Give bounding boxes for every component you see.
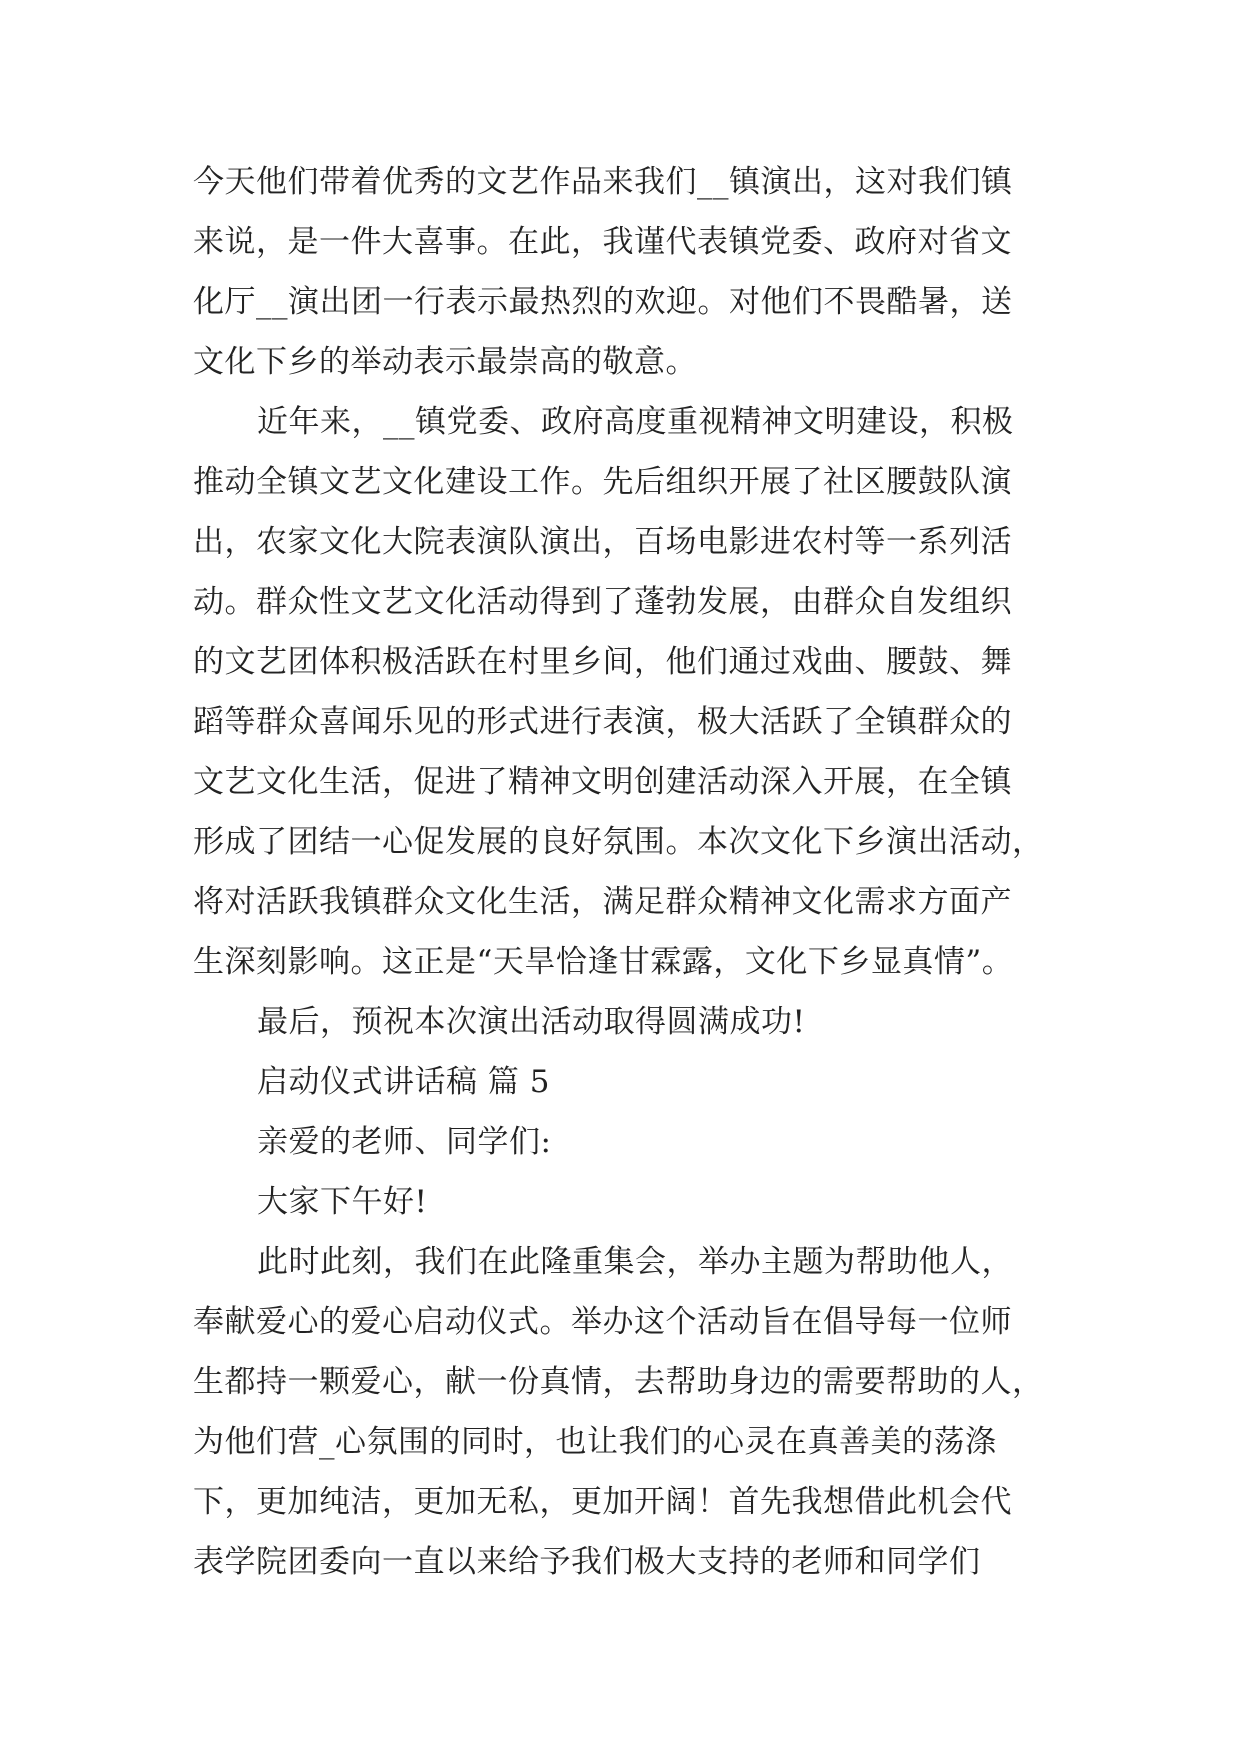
paragraph-line: 出，农家文化大院表演队演出，百场电影进农村等一系列活 <box>193 524 1012 560</box>
paragraph-line: 下，更加纯洁，更加无私，更加开阔！首先我想借此机会代 <box>193 1484 1012 1520</box>
document-body <box>193 152 1073 1592</box>
section-heading: 启动仪式讲话稿 篇 5 <box>257 1064 550 1100</box>
paragraph-line: 的文艺团体积极活跃在村里乡间，他们通过戏曲、腰鼓、舞 <box>193 644 1012 680</box>
salutation: 亲爱的老师、同学们: <box>257 1124 552 1160</box>
paragraph-line: 生深刻影响。这正是“天旱恰逢甘霖露，文化下乡显真情”。 <box>193 944 1014 980</box>
paragraph-line: 推动全镇文艺文化建设工作。先后组织开展了社区腰鼓队演 <box>193 464 1012 500</box>
paragraph-line: 为他们营_心氛围的同时，也让我们的心灵在真善美的荡涤 <box>193 1424 997 1460</box>
paragraph-line: 文艺文化生活，促进了精神文明创建活动深入开展，在全镇 <box>193 764 1012 800</box>
paragraph-line: 化厅__演出团一行表示最热烈的欢迎。对他们不畏酷暑，送 <box>193 284 1013 320</box>
paragraph-line: 将对活跃我镇群众文化生活，满足群众精神文化需求方面产 <box>193 884 1012 920</box>
paragraph-line: 动。群众性文艺文化活动得到了蓬勃发展，由群众自发组织 <box>193 584 1012 620</box>
paragraph-line: 生都持一颗爱心，献一份真情，去帮助身边的需要帮助的人， <box>193 1364 1044 1400</box>
paragraph-line: 蹈等群众喜闻乐见的形式进行表演，极大活跃了全镇群众的 <box>193 704 1012 740</box>
paragraph-line: 形成了团结一心促发展的良好氛围。本次文化下乡演出活动， <box>193 824 1044 860</box>
paragraph-line: 来说，是一件大喜事。在此，我谨代表镇党委、政府对省文 <box>193 224 1012 260</box>
paragraph-line: 此时此刻，我们在此隆重集会，举办主题为帮助他人， <box>257 1244 1013 1280</box>
paragraph-line: 最后，预祝本次演出活动取得圆满成功! <box>257 1004 806 1040</box>
greeting: 大家下午好! <box>257 1184 428 1220</box>
paragraph-line: 表学院团委向一直以来给予我们极大支持的老师和同学们 <box>193 1544 981 1580</box>
paragraph-line: 文化下乡的举动表示最崇高的敬意。 <box>193 344 697 380</box>
paragraph-line: 近年来，__镇党委、政府高度重视精神文明建设，积极 <box>257 404 1014 440</box>
paragraph-line: 奉献爱心的爱心启动仪式。举办这个活动旨在倡导每一位师 <box>193 1304 1012 1340</box>
paragraph-line: 今天他们带着优秀的文艺作品来我们__镇演出，这对我们镇 <box>193 164 1013 200</box>
